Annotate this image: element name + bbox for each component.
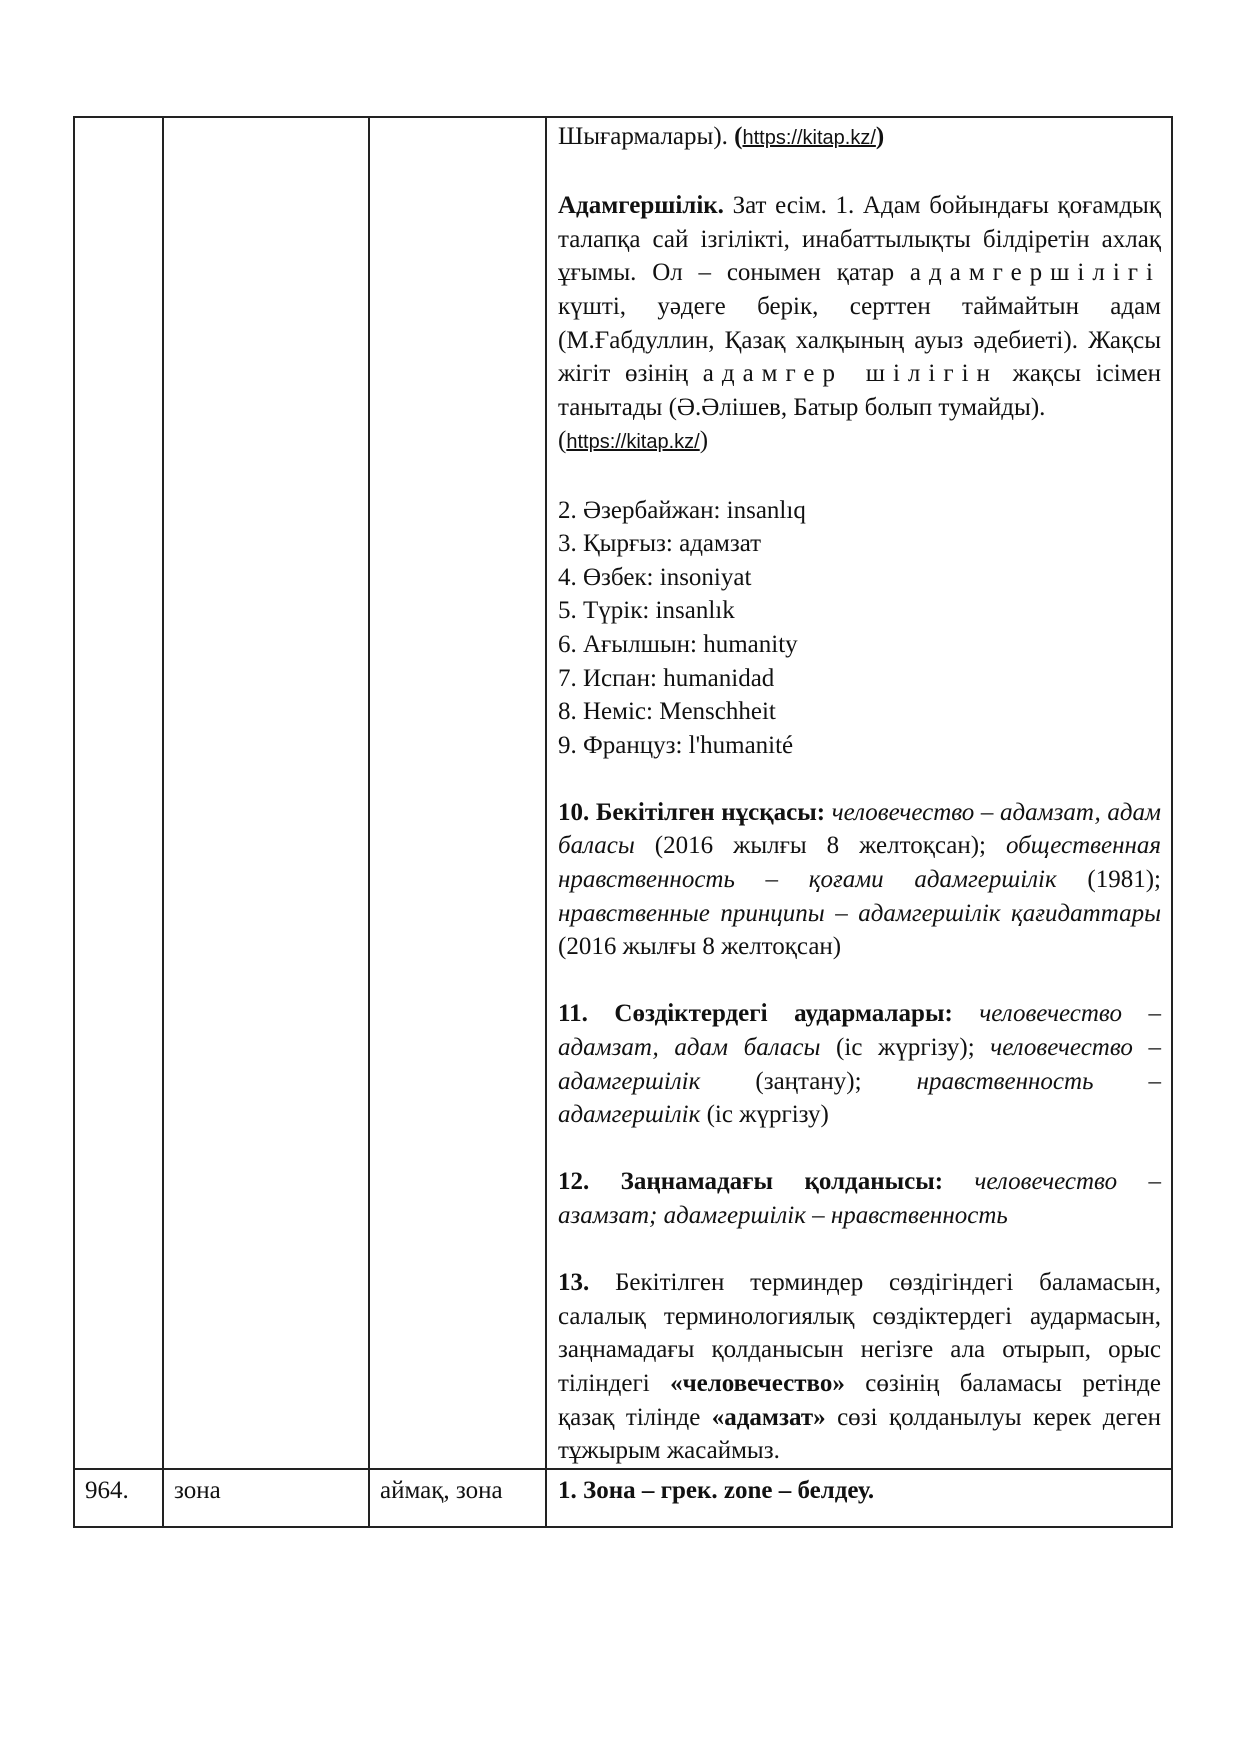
legislation-paragraph: 12. Заңнамадағы қолданысы: человечество – азамзат; адамгершілік – нравственность — [558, 1168, 1161, 1229]
list-item: 9. Француз: l'humanité — [558, 731, 794, 759]
list-item: 2. Әзербайжан: insanlıq — [558, 496, 806, 524]
list-item: 5. Түрік: insanlık — [558, 597, 735, 625]
list-item: 3. Қырғыз: адамзат — [558, 530, 762, 558]
etymology-cell — [546, 1469, 1172, 1527]
approved-paragraph: 10. Бекітілген нұсқасы: человечество – адамзат, адам баласы (2016 жылғы 8 желтоқсан); общественная нравственность – қоғами адамгершілік (1981); нравственные принципы – адамгершілік қағидаттары (2016 жылғы 8 желтоқсан) — [558, 798, 1161, 961]
term-cell-empty — [163, 117, 369, 1469]
list-item: 4. Өзбек: insoniyat — [558, 563, 752, 591]
language-list — [558, 494, 1161, 763]
description-cell — [546, 117, 1172, 1469]
intro-line: Шығармалары). (https://kitap.kz/) — [558, 123, 885, 150]
table-row — [74, 117, 1172, 1469]
dictionaries-paragraph: 11. Сөздіктердегі аудармалары: человечество – адамзат, адам баласы (іс жүргізу); человечество – адамгершілік (заңтану); нравственность – адамгершілік (іс жүргізу) — [558, 1000, 1162, 1129]
kitap-link-2[interactable]: https://kitap.kz/ — [566, 431, 700, 454]
list-item: 8. Неміс: Menschheit — [558, 698, 776, 726]
number-cell-empty — [74, 117, 163, 1469]
variants-cell-empty — [369, 117, 546, 1469]
number-cell: 964. — [74, 1469, 163, 1527]
definition-paragraph: Адамгершілік. Зат есім. 1. Адам бойындағы қоғамдық талапқа сай ізгілікті, инабаттылықты білдіретін ахлақ ұғымы. Ол – сонымен қатар адамгершілігі күшті, уәдеге берік, серттен таймайтын адам (М.Ғабдуллин, Қазақ халқының ауыз әдебиеті). Жақсы жігіт өзінің адамгер шілігін жақсы ісімен танытады (Ә.Әлішев, Батыр болып тумайды). (https://kitap.kz/) — [558, 192, 1162, 455]
term-cell: зона — [163, 1469, 369, 1527]
list-item: 7. Испан: humanidad — [558, 664, 775, 692]
etymology-text: 1. Зона – грек. zone – белдеу. — [558, 1476, 875, 1504]
kitap-link[interactable]: https://kitap.kz/ — [742, 127, 876, 149]
table-row — [74, 1469, 1172, 1527]
list-item: 6. Ағылшын: humanity — [558, 630, 798, 658]
terms-table — [73, 116, 1173, 1528]
variants-cell: аймақ, зона — [369, 1469, 546, 1527]
conclusion-paragraph: 13. Бекітілген терминдер сөздігіндегі баламасын, салалық терминологиялық сөздіктердегі аудармасын, заңнамадағы қолданысын негізге ала отырып, орыс тіліндегі «человечество» сөзінің баламасы ретінде қазақ тілінде «адамзат» сөзі қолданылуы керек деген тұжырым жасаймыз. — [558, 1269, 1161, 1465]
